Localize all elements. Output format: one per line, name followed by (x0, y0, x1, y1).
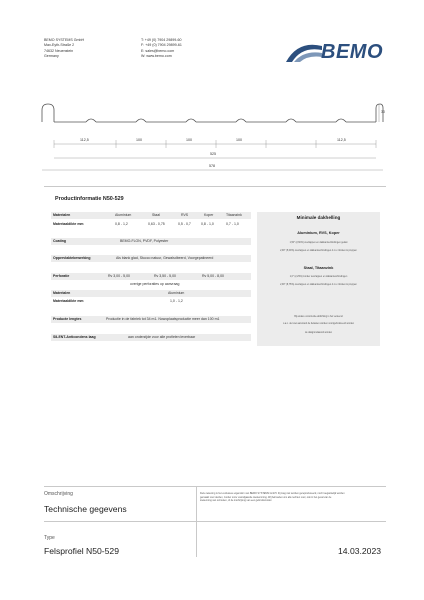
coating-label: Coating (53, 239, 67, 243)
roof-slope-group1-note2: 2,90° (5,00%) overlappen en dakkantverbindingen d.m.v. klinken & pruppen (280, 250, 357, 252)
bemo-logo (284, 36, 386, 68)
contact-web[interactable]: W: www.bemo.com (141, 54, 172, 59)
roof-slope-group1-note1: 1,50° (2,60%) overlappen en dakkantverbindingen gelast (289, 242, 348, 244)
dim-segment-4: 100 (236, 138, 242, 142)
thickness-rvs: 0,5 - 0,7 (178, 222, 191, 226)
dim-segment-5: 112,5 (337, 138, 346, 142)
material-aluminium: Aluminium (115, 213, 132, 217)
materials-label: Materialen (53, 213, 71, 217)
roof-slope-footnote3: de dakgrondaanstl worden (304, 332, 333, 334)
bemo-arch-logo-icon (284, 38, 324, 66)
disclaimer-line-1: Deze tekening is het exclusieve eigendom van BEMO SYSTEMS GmbH. Zij mag niet worden gereproduceerd, noch toegankelijk worden (200, 492, 345, 495)
dim-overall-width: 578 (209, 164, 215, 168)
thickness-label: Materiaaldikte mm (53, 222, 84, 226)
profile-drawing (40, 100, 384, 178)
material-koper: Koper (204, 213, 214, 217)
thickness-titaanzink: 0,7 - 1,0 (226, 222, 239, 226)
roof-slope-footnote2: o.a.n. der wet aanvrand de belasten worden voortgebrokreerd worden (282, 323, 355, 325)
company-street: Max-Eyth-Straße 2 (44, 43, 75, 48)
roof-slope-group2-note2: 2,90° (8,75%) overlappen en dakkantverbindingen d.m.v. klinken & pruppen (280, 284, 357, 286)
silent-value: aan onderzijde voor alle profielen leverbaar (128, 335, 196, 339)
divider-footer-mid (44, 521, 386, 522)
company-city: 74632 Neuenstein (44, 48, 74, 53)
logo-wordmark: BEMO (321, 41, 383, 63)
perf-material-row (51, 290, 251, 297)
coating-value: BEMO-FLON, PVDF, Polyester (120, 239, 169, 243)
divider-footer (44, 486, 386, 487)
document-date: 14.03.2023 (338, 546, 382, 556)
company-name: BEMO SYSTEMS GmbH (44, 38, 85, 42)
description-value: Technische gegevens (44, 504, 127, 514)
perf-thickness-label: Materiaaldikte mm (53, 299, 84, 303)
roof-slope-panel (257, 212, 380, 346)
surface-value: Als blank glad, Stucco natuur, Gewalsdbeerd, Voorgepatineerd (116, 256, 214, 260)
roof-slope-footnote1: Bij andere constructie-afdichting is het verleend (294, 316, 343, 318)
material-rvs: RVS (181, 213, 189, 217)
dim-segment-2: 100 (136, 138, 142, 142)
roof-slope-group1: Aluminium, RVS, Koper (297, 231, 340, 235)
dim-segment-3: 100 (186, 138, 192, 142)
surface-label: Oppervlaktebewerking (53, 256, 91, 260)
roof-slope-group2: Staal, Titaanzink (303, 266, 334, 270)
section-title: Productinformatie N50-529 (55, 196, 124, 202)
roof-slope-group2-note1: 1,0° (2,29%) zonder overlappen en dakkantverbindingen (289, 276, 348, 278)
dim-inner-width: 525 (210, 152, 216, 156)
perforation-other: overige perforaties op aanvraag (130, 282, 180, 286)
perforation-value-3: Rv 5,00 - 8,00 (202, 274, 224, 278)
contact-fax: F: +49 (0) 7904 29899-61 (141, 43, 182, 48)
material-staal: Staal (152, 213, 160, 217)
company-contact (141, 38, 182, 60)
thickness-koper: 0,8 - 1,0 (201, 222, 214, 226)
dim-segment-1: 112,5 (80, 138, 89, 142)
contact-phone: T: +49 (0) 7904 29899-60 (141, 38, 182, 42)
lengths-value: Productie in de fabriek tot 34 m1. Nowoplaatsproductie meer dan 100 m1 (106, 317, 220, 321)
perf-material-label: Materialen (53, 291, 71, 295)
perf-material-value: Aluminium (168, 291, 185, 295)
material-titaanzink: Titaanzink (226, 213, 242, 217)
disclaimer-line-3: toekenning van octrooien, of de inschrijving van een gebruiksmodel. (200, 499, 272, 503)
type-label: Type (44, 535, 55, 541)
divider-top (44, 186, 386, 187)
silent-label: SILENT-Anticondens laag (53, 335, 96, 339)
company-address (44, 38, 84, 60)
description-label: Omschrijving (44, 491, 73, 497)
materials-row (51, 212, 251, 219)
lengths-label: Producte lengtes (53, 317, 82, 321)
perforation-value-2: Rv 3,50 - 5,00 (154, 274, 176, 278)
roof-slope-title: Minimale dakhelling (296, 215, 341, 220)
thickness-staal: 0,63 - 0,75 (148, 222, 165, 226)
company-country: Germany (44, 54, 59, 59)
disclaimer (200, 492, 345, 503)
type-value: Felsprofiel N50-529 (44, 546, 119, 556)
contact-email[interactable]: E: sales@bemo.com (141, 48, 175, 53)
disclaimer-line-2: gemaakt voor derden, zonder onze voorafgaande toestemming. Wij behouden ons alle rechten voor, ook in het geval van de (200, 495, 332, 499)
dim-height-label: 30 (381, 110, 385, 114)
perforation-label: Perforatie (53, 274, 70, 278)
perforation-value-1: Rv 3,00 - 5,00 (108, 274, 130, 278)
thickness-aluminium: 0,8 - 1,2 (115, 222, 128, 226)
perf-thickness-value: 1,0 - 1,2 (170, 299, 183, 303)
